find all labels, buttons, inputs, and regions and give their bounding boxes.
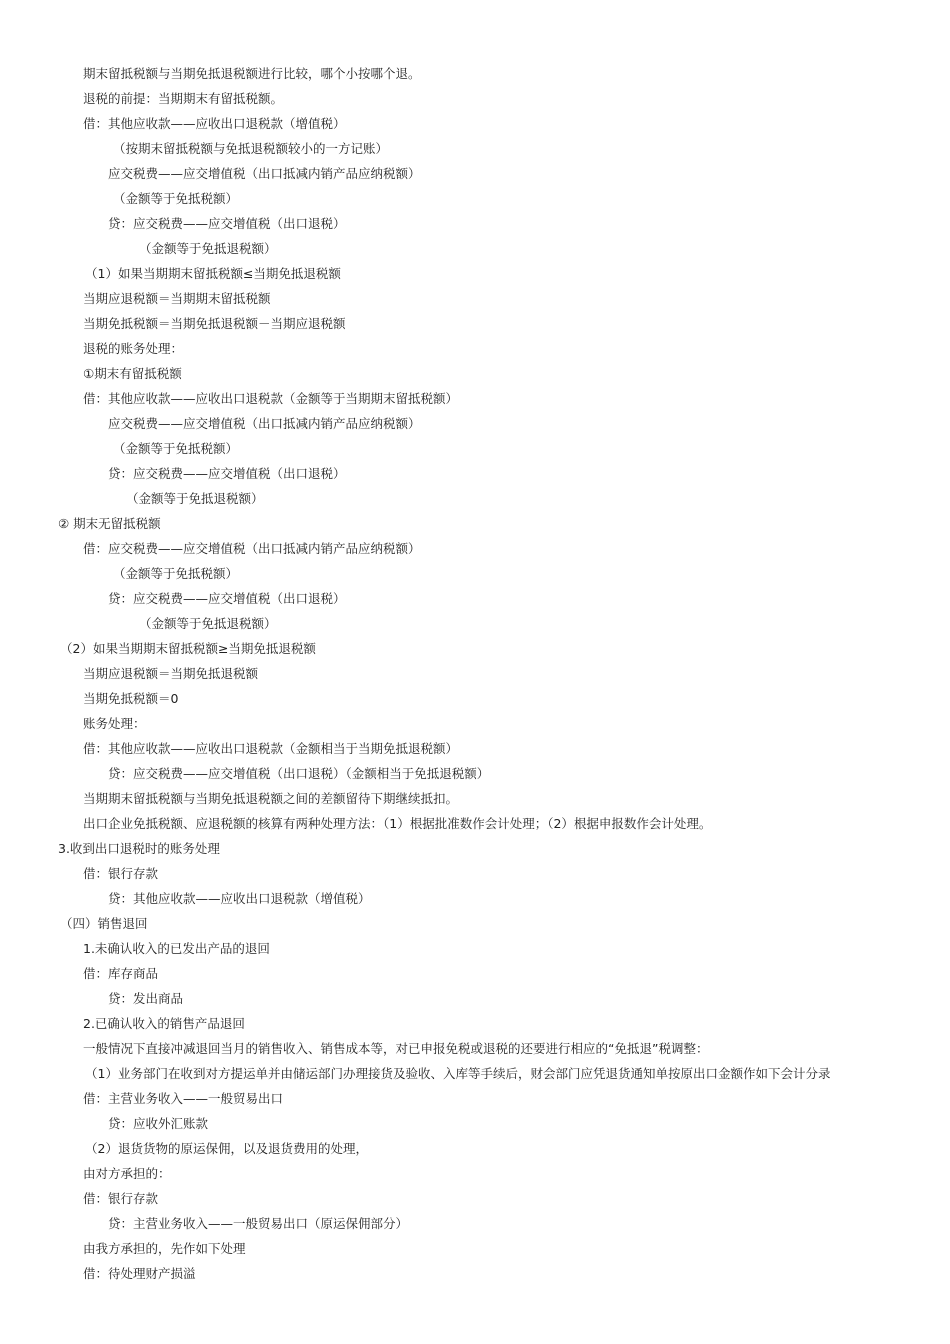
text-line: （金额等于免抵退税额） [126, 491, 264, 506]
text-line: 贷：应收外汇账款 [108, 1116, 209, 1131]
text-line: 退税的前提：当期期末有留抵税额。 [83, 91, 284, 106]
text-line: 贷：发出商品 [108, 991, 184, 1006]
text-line: ①期末有留抵税额 [83, 366, 182, 381]
text-line: （按期末留抵税额与免抵退税额较小的一方记账） [113, 141, 389, 156]
text-line: 贷：主营业务收入——一般贸易出口（原运保佣部分） [108, 1216, 409, 1231]
text-line: 贷：应交税费——应交增值税（出口退税）（金额相当于免抵退税额） [108, 766, 490, 781]
text-line: （2）如果当期期末留抵税额≥当期免抵退税额 [60, 641, 316, 656]
text-line: 借：银行存款 [83, 1191, 159, 1206]
text-line: 当期应退税额＝当期免抵退税额 [83, 666, 259, 681]
text-line: （金额等于免抵税额） [113, 191, 239, 206]
text-line: 贷：其他应收款——应收出口退税款（增值税） [108, 891, 371, 906]
text-line: 借：待处理财产损溢 [83, 1266, 196, 1281]
text-line: 当期免抵税额＝0 [83, 691, 179, 706]
text-line: （1）业务部门在收到对方提运单并由储运部门办理接货及验收、入库等手续后，财会部门应凭退货通知单按原出口金额作如下会计分录 [85, 1066, 831, 1081]
text-line: 借：其他应收款——应收出口退税款（金额等于当期期末留抵税额） [83, 391, 459, 406]
text-line: （金额等于免抵退税额） [139, 241, 277, 256]
text-line: 贷：应交税费——应交增值税（出口退税） [108, 466, 346, 481]
text-line: 账务处理： [83, 716, 146, 731]
text-line: 退税的账务处理： [83, 341, 184, 356]
text-line: （四）销售退回 [60, 916, 148, 931]
text-line: （2）退货货物的原运保佣，以及退货费用的处理， [85, 1141, 368, 1156]
text-line: 当期免抵税额＝当期免抵退税额－当期应退税额 [83, 316, 346, 331]
text-line: （金额等于免抵税额） [113, 566, 239, 581]
text-line: 贷：应交税费——应交增值税（出口退税） [108, 591, 346, 606]
text-line: 应交税费——应交增值税（出口抵减内销产品应纳税额） [108, 166, 421, 181]
text-line: 由对方承担的： [83, 1166, 171, 1181]
text-line: 应交税费——应交增值税（出口抵减内销产品应纳税额） [108, 416, 421, 431]
text-line: 借：银行存款 [83, 866, 159, 881]
text-line: （1）如果当期期末留抵税额≤当期免抵退税额 [85, 266, 341, 281]
text-line: 当期应退税额＝当期期末留抵税额 [83, 291, 271, 306]
text-line: 一般情况下直接冲减退回当月的销售收入、销售成本等，对已申报免税或退税的还要进行相应的“免抵退”税调整： [83, 1041, 709, 1056]
text-line: （金额等于免抵退税额） [139, 616, 277, 631]
text-line: 借：其他应收款——应收出口退税款（金额相当于当期免抵退税额） [83, 741, 459, 756]
text-line: （金额等于免抵税额） [113, 441, 239, 456]
text-line: 出口企业免抵税额、应退税额的核算有两种处理方法：（1）根据批准数作会计处理；（2）根据申报数作会计处理。 [83, 816, 712, 831]
text-line: 借：应交税费——应交增值税（出口抵减内销产品应纳税额） [83, 541, 421, 556]
text-line: ② 期末无留抵税额 [58, 516, 161, 531]
text-line: 贷：应交税费——应交增值税（出口退税） [108, 216, 346, 231]
text-line: 借：主营业务收入——一般贸易出口 [83, 1091, 284, 1106]
text-line: 2.已确认收入的销售产品退回 [83, 1016, 245, 1031]
text-line: 期末留抵税额与当期免抵退税额进行比较，哪个小按哪个退。 [83, 66, 421, 81]
text-line: 借：库存商品 [83, 966, 159, 981]
text-line: 由我方承担的，先作如下处理 [83, 1241, 246, 1256]
text-line: 当期期末留抵税额与当期免抵退税额之间的差额留待下期继续抵扣。 [83, 791, 459, 806]
text-line: 3.收到出口退税时的账务处理 [58, 841, 220, 856]
text-line: 借：其他应收款——应收出口退税款（增值税） [83, 116, 346, 131]
text-line: 1.未确认收入的已发出产品的退回 [83, 941, 270, 956]
